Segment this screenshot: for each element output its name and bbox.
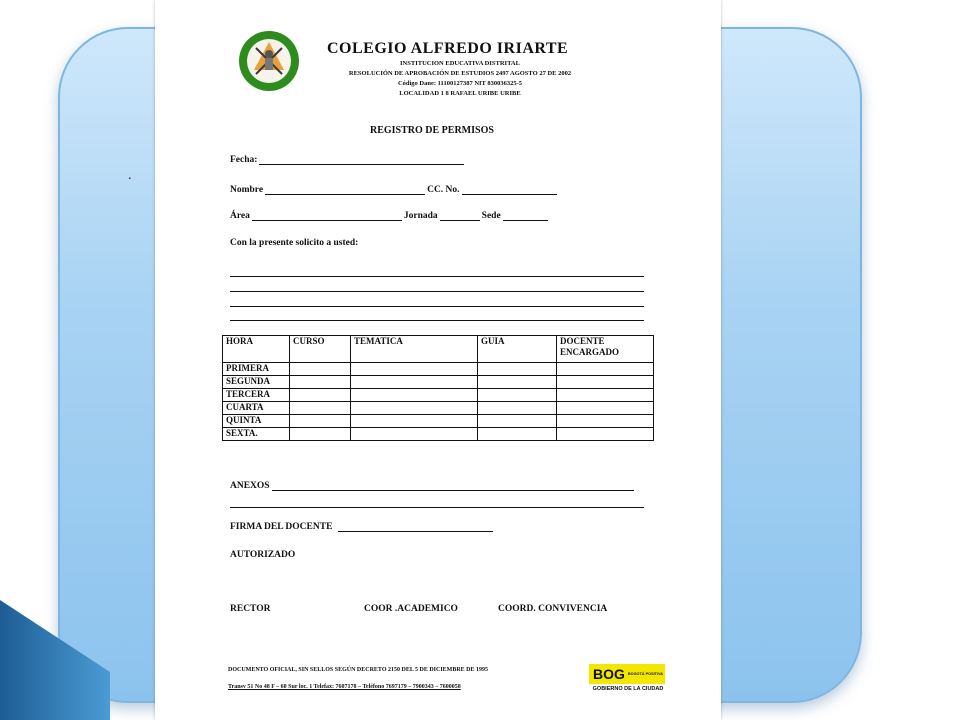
hour-cell: PRIMERA [223,363,290,376]
writing-line [230,320,644,321]
hour-cell: TERCERA [223,389,290,402]
col-tematica: TEMATICA [351,336,478,363]
table-row [223,389,654,402]
hour-cell: SEXTA. [223,428,290,441]
bog-logo [589,664,665,684]
anexos-field [230,481,636,491]
form-title: REGISTRO DE PERMISOS [370,125,494,136]
jornada-label: Jornada [403,211,438,221]
hour-cell: SEGUNDA [223,376,290,389]
cc-blank [462,185,557,195]
school-name: COLEGIO ALFREDO IRIARTE [327,40,569,57]
firma-blank [338,522,493,532]
school-crest-icon [238,30,300,92]
bog-brand: BOG [593,666,625,682]
hour-cell: QUINTA [223,415,290,428]
table-row [223,363,654,376]
header-line-4: LOCALIDAD 1 8 RAFAEL URIBE URIBE [399,90,521,97]
header-line-2: RESOLUCIÓN DE APROBACIÓN DE ESTUDIOS 2497 AGOSTO 27 DE 2002 [348,70,572,77]
jornada-blank [440,211,480,221]
col-docente: DOCENTE ENCARGADO [557,336,654,363]
footer-note: DOCUMENTO OFICIAL, SIN SELLOS SEGÚN DECRETO 2150 DEL 5 DE DICIEMBRE DE 1995 [228,667,488,673]
writing-line [230,291,644,292]
sede-blank [503,211,548,221]
area-field [230,211,550,221]
bog-caption: GOBIERNO DE LA CIUDAD [592,686,664,692]
anexos-blank [272,481,634,491]
anexos-label: ANEXOS [230,481,270,491]
header-line-3: Código Dane: 11100127387 NIT 830036325-5 [397,80,523,87]
permission-form-document [155,0,721,720]
cc-label: CC. No. [427,185,460,195]
nombre-blank [265,185,425,195]
area-label: Área [230,211,250,221]
schedule-header-row [223,336,654,363]
table-row [223,376,654,389]
writing-line [230,507,644,508]
fecha-field [230,155,466,165]
col-guia: GUIA [478,336,557,363]
request-text: Con la presente solicito a usted: [230,238,359,248]
table-row [223,428,654,441]
autorizado-label: AUTORIZADO [230,550,296,560]
nombre-field [230,185,559,195]
fecha-label: Fecha: [230,155,258,165]
rector-label: RECTOR [230,604,271,614]
sede-label: Sede [481,211,501,221]
area-blank [252,211,402,221]
col-curso: CURSO [290,336,351,363]
nombre-label: Nombre [230,185,264,195]
academico-label: COOR .ACADEMICO [364,604,458,614]
convivencia-label: COORD. CONVIVENCIA [498,604,608,614]
table-row [223,402,654,415]
writing-line [230,276,644,277]
col-hora: HORA [223,336,290,363]
stray-mark: . [128,168,132,183]
writing-line [230,306,644,307]
footer-address: Transv 51 No 48 F – 60 Sur loc. 1 Telefax: 7607178 – Teléfono 7697179 – 7900343 – 7600058 [228,684,461,690]
hour-cell: CUARTA [223,402,290,415]
fecha-blank [259,155,464,165]
header-line-1: INSTITUCION EDUCATIVA DISTRITAL [400,60,520,67]
firma-field [230,522,495,532]
firma-label: FIRMA DEL DOCENTE [230,522,333,532]
table-row [223,415,654,428]
bog-small-text: BOGOTÁ POSITIVA [627,671,664,676]
schedule-table [222,335,654,441]
